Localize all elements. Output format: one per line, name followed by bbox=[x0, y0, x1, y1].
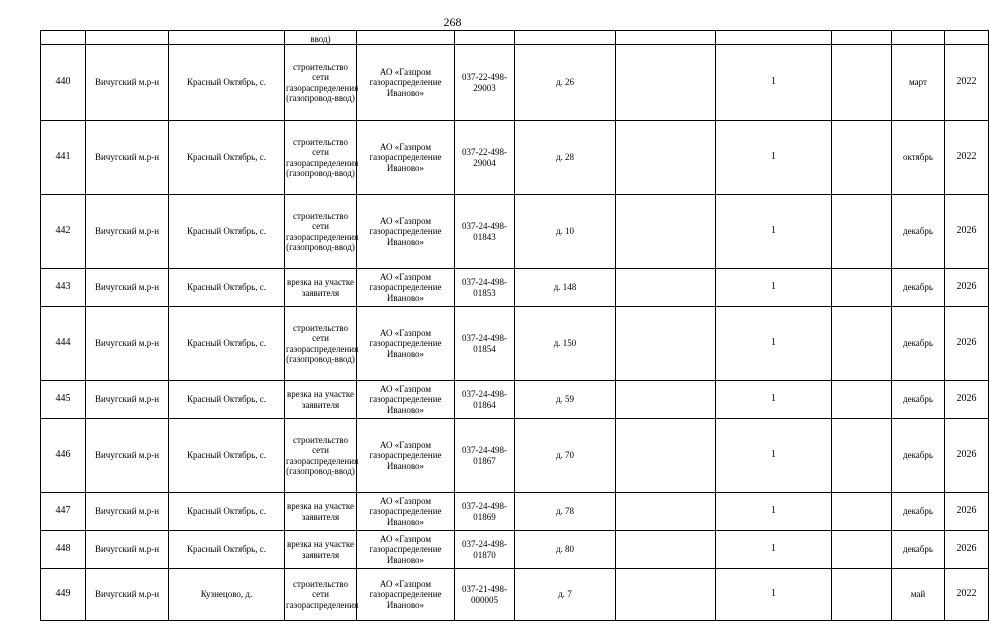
volume-cell: 1 bbox=[716, 307, 832, 381]
object-code-cell: 037-22-498-29004 bbox=[455, 121, 515, 195]
year-cell: 2026 bbox=[945, 381, 989, 419]
page-number: 268 bbox=[443, 15, 462, 29]
work-type-cell: строительство сети газораспределения bbox=[285, 569, 357, 621]
table-row bbox=[41, 419, 989, 493]
district-cell: Вичугский м.р-н bbox=[86, 307, 169, 381]
table-row bbox=[41, 493, 989, 531]
locality-cell: Красный Октябрь, с. bbox=[169, 269, 285, 307]
object-code-cell: 037-24-498-01869 bbox=[455, 493, 515, 531]
empty-cell bbox=[616, 531, 716, 569]
work-type-cell: строительство сети газораспределения (газопровод-ввод) bbox=[285, 121, 357, 195]
month-cell: декабрь bbox=[892, 269, 945, 307]
address-cell: д. 70 bbox=[515, 419, 616, 493]
empty-cell bbox=[832, 569, 892, 621]
locality-cell: Красный Октябрь, с. bbox=[169, 381, 285, 419]
year-cell: 2026 bbox=[945, 307, 989, 381]
locality-cell: Красный Октябрь, с. bbox=[169, 45, 285, 121]
volume-cell: 1 bbox=[716, 121, 832, 195]
empty-cell bbox=[616, 269, 716, 307]
volume-cell: 1 bbox=[716, 531, 832, 569]
district-cell: Вичугский м.р-н bbox=[86, 195, 169, 269]
table-row bbox=[41, 381, 989, 419]
locality-cell: Кузнецово, д. bbox=[169, 569, 285, 621]
address-cell: д. 59 bbox=[515, 381, 616, 419]
object-code-cell: 037-24-498-01867 bbox=[455, 419, 515, 493]
empty-cell bbox=[616, 569, 716, 621]
year-cell: 2026 bbox=[945, 531, 989, 569]
volume-cell: 1 bbox=[716, 45, 832, 121]
month-cell: декабрь bbox=[892, 419, 945, 493]
volume-cell: 1 bbox=[716, 269, 832, 307]
table-row bbox=[41, 269, 989, 307]
year-cell: 2022 bbox=[945, 121, 989, 195]
locality-cell: Красный Октябрь, с. bbox=[169, 307, 285, 381]
work-type-cell: врезка на участке заявителя bbox=[285, 381, 357, 419]
address-cell: д. 26 bbox=[515, 45, 616, 121]
empty-cell bbox=[616, 307, 716, 381]
organization-cell: АО «Газпром газораспределение Иваново» bbox=[357, 419, 455, 493]
month-cell: октябрь bbox=[892, 121, 945, 195]
empty-cell bbox=[616, 419, 716, 493]
row-number-cell: 442 bbox=[41, 195, 86, 269]
district-cell: Вичугский м.р-н bbox=[86, 493, 169, 531]
address-cell: д. 78 bbox=[515, 493, 616, 531]
organization-cell: АО «Газпром газораспределение Иваново» bbox=[357, 307, 455, 381]
work-type-cell: врезка на участке заявителя bbox=[285, 269, 357, 307]
year-cell: 2026 bbox=[945, 419, 989, 493]
year-cell: 2022 bbox=[945, 569, 989, 621]
table-row bbox=[41, 531, 989, 569]
locality-cell: Красный Октябрь, с. bbox=[169, 493, 285, 531]
locality-cell: Красный Октябрь, с. bbox=[169, 195, 285, 269]
empty-cell bbox=[832, 45, 892, 121]
row-number-cell: 448 bbox=[41, 531, 86, 569]
address-cell: д. 150 bbox=[515, 307, 616, 381]
work-type-cell: строительство сети газораспределения (газопровод-ввод) bbox=[285, 195, 357, 269]
district-cell: Вичугский м.р-н bbox=[86, 531, 169, 569]
work-type-cell: врезка на участке заявителя bbox=[285, 531, 357, 569]
empty-cell bbox=[832, 269, 892, 307]
volume-cell: 1 bbox=[716, 419, 832, 493]
table-row bbox=[41, 121, 989, 195]
month-cell: декабрь bbox=[892, 195, 945, 269]
month-cell: декабрь bbox=[892, 381, 945, 419]
object-code-cell: 037-24-498-01853 bbox=[455, 269, 515, 307]
organization-cell: АО «Газпром газораспределение Иваново» bbox=[357, 569, 455, 621]
empty-cell bbox=[616, 381, 716, 419]
empty-cell bbox=[832, 121, 892, 195]
locality-cell: Красный Октябрь, с. bbox=[169, 531, 285, 569]
row-number-cell: 445 bbox=[41, 381, 86, 419]
empty-cell bbox=[616, 493, 716, 531]
empty-cell bbox=[616, 195, 716, 269]
month-cell: декабрь bbox=[892, 307, 945, 381]
organization-cell: АО «Газпром газораспределение Иваново» bbox=[357, 381, 455, 419]
table-row bbox=[41, 45, 989, 121]
register-table bbox=[40, 30, 989, 621]
year-cell: 2026 bbox=[945, 195, 989, 269]
organization-cell: АО «Газпром газораспределение Иваново» bbox=[357, 269, 455, 307]
year-cell: 2022 bbox=[945, 45, 989, 121]
empty-cell bbox=[616, 121, 716, 195]
district-cell: Вичугский м.р-н bbox=[86, 381, 169, 419]
address-cell: д. 80 bbox=[515, 531, 616, 569]
row-number-cell: 444 bbox=[41, 307, 86, 381]
address-cell: д. 148 bbox=[515, 269, 616, 307]
volume-cell: 1 bbox=[716, 195, 832, 269]
district-cell: Вичугский м.р-н bbox=[86, 419, 169, 493]
table-row-continued bbox=[41, 31, 989, 45]
table-row bbox=[41, 307, 989, 381]
empty-cell bbox=[832, 381, 892, 419]
address-cell: д. 10 bbox=[515, 195, 616, 269]
district-cell: Вичугский м.р-н bbox=[86, 569, 169, 621]
month-cell: декабрь bbox=[892, 493, 945, 531]
object-code-cell: 037-24-498-01870 bbox=[455, 531, 515, 569]
object-code-cell: 037-24-498-01854 bbox=[455, 307, 515, 381]
empty-cell bbox=[832, 493, 892, 531]
object-code-cell: 037-24-498-01843 bbox=[455, 195, 515, 269]
table-row bbox=[41, 569, 989, 621]
district-cell: Вичугский м.р-н bbox=[86, 45, 169, 121]
row-number-cell: 443 bbox=[41, 269, 86, 307]
object-code-cell: 037-21-498-000005 bbox=[455, 569, 515, 621]
locality-cell: Красный Октябрь, с. bbox=[169, 419, 285, 493]
work-type-cell: строительство сети газораспределения (газопровод-ввод) bbox=[285, 419, 357, 493]
row-number-cell: 441 bbox=[41, 121, 86, 195]
locality-cell: Красный Октябрь, с. bbox=[169, 121, 285, 195]
month-cell: март bbox=[892, 45, 945, 121]
object-code-cell: 037-22-498-29003 bbox=[455, 45, 515, 121]
volume-cell: 1 bbox=[716, 381, 832, 419]
address-cell: д. 7 bbox=[515, 569, 616, 621]
organization-cell: АО «Газпром газораспределение Иваново» bbox=[357, 45, 455, 121]
volume-cell: 1 bbox=[716, 569, 832, 621]
year-cell: 2026 bbox=[945, 269, 989, 307]
row-number-cell: 440 bbox=[41, 45, 86, 121]
work-type-cell: строительство сети газораспределения (газопровод-ввод) bbox=[285, 307, 357, 381]
organization-cell: АО «Газпром газораспределение Иваново» bbox=[357, 195, 455, 269]
object-code-cell: 037-24-498-01864 bbox=[455, 381, 515, 419]
district-cell: Вичугский м.р-н bbox=[86, 269, 169, 307]
empty-cell bbox=[832, 307, 892, 381]
organization-cell: АО «Газпром газораспределение Иваново» bbox=[357, 121, 455, 195]
empty-cell bbox=[832, 419, 892, 493]
year-cell: 2026 bbox=[945, 493, 989, 531]
work-type-cell: ввод) bbox=[285, 31, 357, 45]
empty-cell bbox=[832, 195, 892, 269]
volume-cell: 1 bbox=[716, 493, 832, 531]
month-cell: май bbox=[892, 569, 945, 621]
work-type-cell: строительство сети газораспределения (газопровод-ввод) bbox=[285, 45, 357, 121]
table-row bbox=[41, 195, 989, 269]
empty-cell bbox=[616, 45, 716, 121]
empty-cell bbox=[832, 531, 892, 569]
work-type-cell: врезка на участке заявителя bbox=[285, 493, 357, 531]
district-cell: Вичугский м.р-н bbox=[86, 121, 169, 195]
month-cell: декабрь bbox=[892, 531, 945, 569]
row-number-cell: 449 bbox=[41, 569, 86, 621]
row-number-cell: 447 bbox=[41, 493, 86, 531]
organization-cell: АО «Газпром газораспределение Иваново» bbox=[357, 493, 455, 531]
organization-cell: АО «Газпром газораспределение Иваново» bbox=[357, 531, 455, 569]
row-number-cell: 446 bbox=[41, 419, 86, 493]
address-cell: д. 28 bbox=[515, 121, 616, 195]
